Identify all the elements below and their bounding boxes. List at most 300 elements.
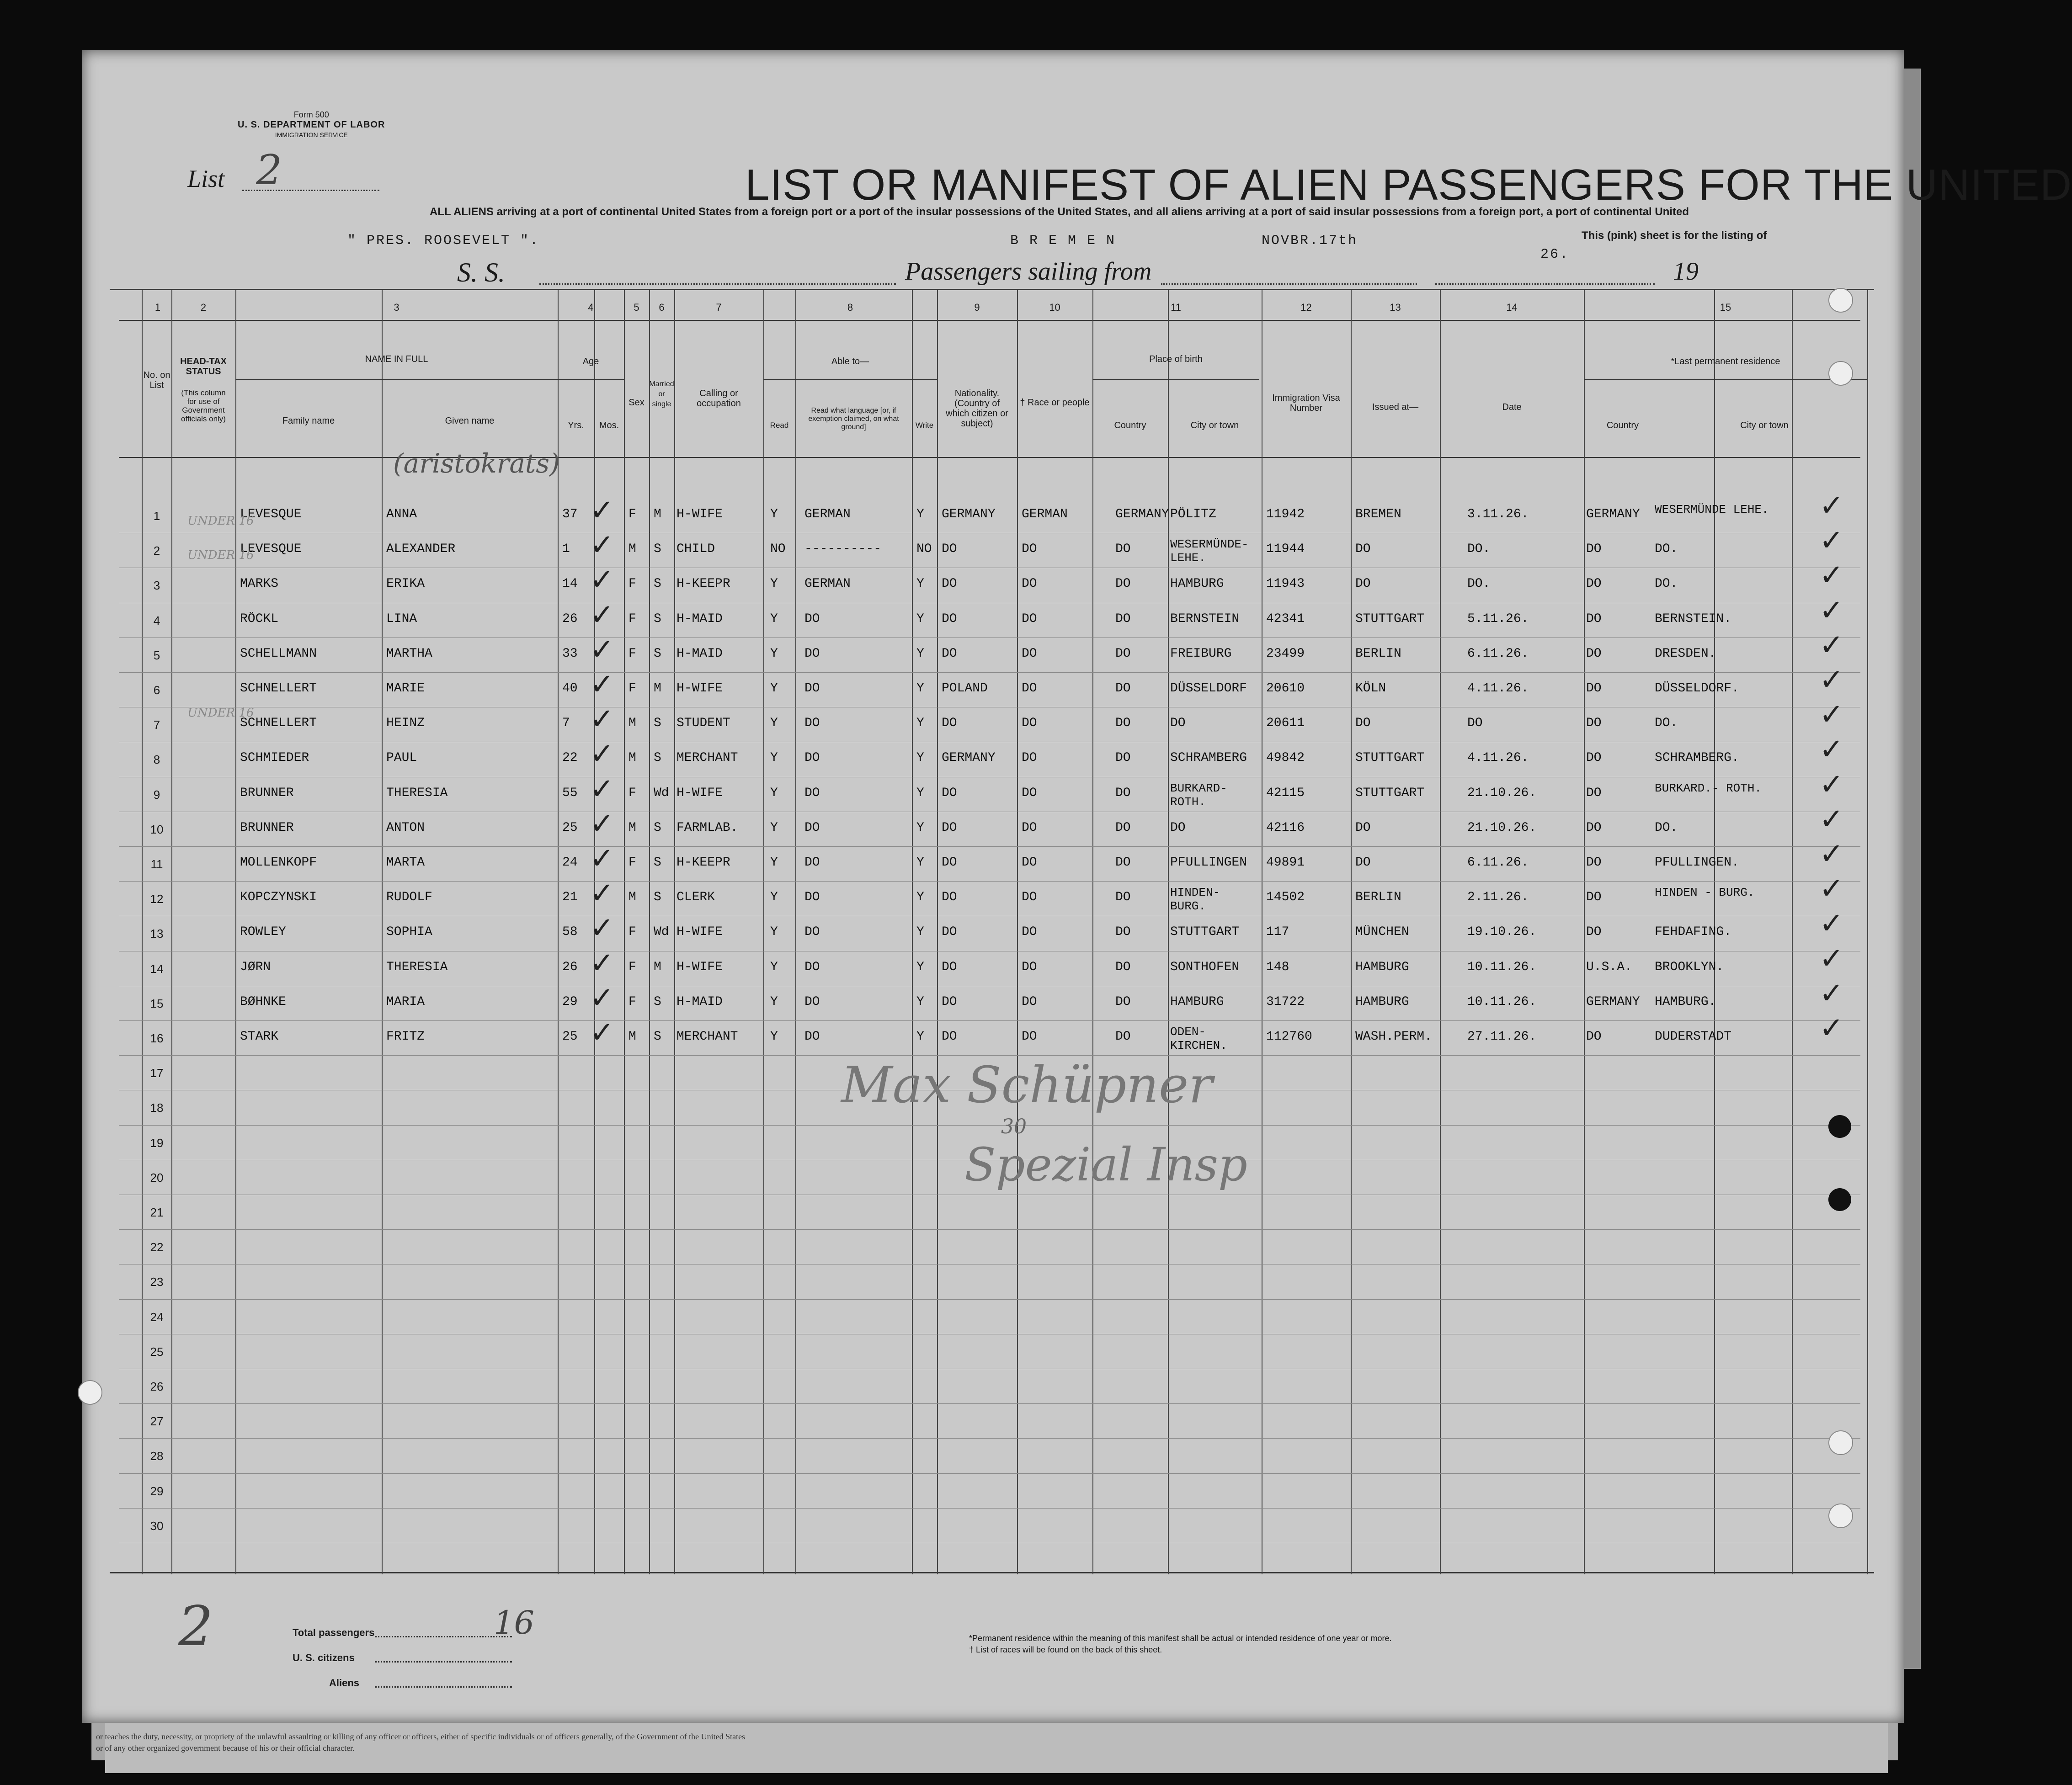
cell-occ: H-WIFE [676, 786, 723, 800]
col-divider [912, 290, 913, 1574]
cell-issued: DO [1355, 542, 1371, 557]
cell-read: NO [770, 542, 786, 557]
cell-bcity: PÖLITZ [1170, 507, 1216, 521]
port-line [1161, 283, 1417, 285]
cell-family: MARKS [240, 577, 279, 591]
cell-race: DO [1022, 577, 1037, 591]
cell-visa: 11942 [1266, 507, 1305, 521]
cell-given: SOPHIA [386, 925, 432, 940]
cell-bcity: STUTTGART [1170, 925, 1240, 940]
cell-given: MARIA [386, 994, 425, 1009]
col-num-9: 9 [974, 302, 980, 313]
check-mark-icon: ✓ [1819, 558, 1844, 593]
cell-rcountry: U.S.A. [1586, 960, 1632, 974]
row-number: 3 [153, 579, 160, 593]
cell-bcountry: DO [1115, 994, 1131, 1009]
cell-issued: DO [1355, 820, 1371, 835]
cell-lang: DO [804, 716, 820, 731]
row-number: 8 [153, 753, 160, 767]
col-divider [649, 290, 650, 1574]
cell-ms: S [654, 611, 661, 626]
cell-sex: M [629, 542, 636, 557]
cell-occ: H-KEEPR [676, 855, 730, 870]
col-divider [235, 290, 236, 1574]
annotation-under-16-c: UNDER 16 [187, 706, 254, 720]
cell-rcity: DO. [1655, 820, 1678, 835]
cell-age: 58 [562, 925, 578, 940]
cell-rcity: BROOKLYN. [1655, 960, 1724, 974]
cell-bcountry: DO [1115, 1030, 1131, 1044]
cell-visa: 42341 [1266, 611, 1305, 626]
col-divider [795, 290, 796, 1574]
cell-read: Y [770, 681, 778, 696]
cell-race: GERMAN [1022, 507, 1068, 521]
cell-issued: BREMEN [1355, 507, 1401, 521]
cell-race: DO [1022, 751, 1037, 765]
row-number: 21 [150, 1206, 164, 1219]
cell-given: RUDOLF [386, 890, 432, 905]
check-mark-icon: ✓ [590, 632, 614, 667]
cell-given: MARTHA [386, 646, 432, 661]
cell-nat: DO [942, 925, 957, 940]
cell-bcountry: DO [1115, 890, 1131, 905]
cell-bcountry: DO [1115, 611, 1131, 626]
cell-date: 4.11.26. [1467, 681, 1529, 696]
cell-bcountry: DO [1115, 542, 1131, 557]
check-mark-icon: ✓ [1819, 872, 1844, 906]
hdr-family-name: Family name [282, 416, 335, 426]
cell-rcountry: GERMANY [1586, 994, 1640, 1009]
check-mark-icon: ✓ [590, 494, 614, 527]
ship-line [539, 283, 896, 285]
check-mark-icon: ✓ [590, 563, 614, 597]
hdr-read: Read [770, 421, 789, 430]
cell-issued: BERLIN [1355, 890, 1401, 905]
sailing-port: B R E M E N [1010, 233, 1116, 249]
row-line [119, 1403, 1860, 1404]
hdr-head-tax-note: (This column for use of Government officials only) [181, 388, 226, 423]
birth-sub-rule [1092, 379, 1259, 380]
cell-lang: DO [804, 820, 820, 835]
check-mark-icon: ✓ [1819, 593, 1844, 627]
cell-rcity: HAMBURG. [1655, 994, 1716, 1009]
cell-rcountry: GERMANY [1586, 507, 1640, 521]
row-number: 4 [153, 613, 160, 627]
check-mark-icon: ✓ [590, 737, 614, 771]
cell-nat: GERMANY [942, 507, 996, 521]
cell-occ: H-MAID [676, 994, 723, 1009]
cell-visa: 20611 [1266, 716, 1305, 731]
cell-bcity: DO [1170, 820, 1186, 835]
cell-lang: DO [804, 925, 820, 940]
cell-nat: DO [942, 855, 957, 870]
cell-occ: MERCHANT [676, 751, 738, 765]
cell-read: Y [770, 994, 778, 1009]
date-line [1435, 283, 1655, 285]
footer-total-label: Total passengers [293, 1627, 375, 1638]
cell-race: DO [1022, 542, 1037, 557]
punch-hole [1828, 361, 1853, 386]
hdr-language: Read what language [or, if exemption claimed, on what ground] [808, 407, 899, 431]
cell-given: ALEXANDER [386, 542, 456, 557]
col-num-14: 14 [1506, 302, 1518, 313]
row-number: 25 [150, 1344, 164, 1359]
manifest-subtitle: ALL ALIENS arriving at a port of continental United States from a foreign port or a port of the insular possessions of the United States, and all aliens arriving at a port of said insular possessions from a foreign port, a port of continental United [430, 206, 1689, 218]
cell-rcity: DO. [1655, 542, 1678, 557]
underlying-page-strip [96, 1723, 1888, 1773]
cell-bcountry: DO [1115, 855, 1131, 870]
row-line [119, 1229, 1860, 1230]
cell-ms: S [654, 577, 661, 591]
cell-occ: H-WIFE [676, 925, 723, 940]
check-mark-icon: ✓ [1819, 941, 1844, 976]
col-divider [1584, 290, 1585, 1574]
cell-given: THERESIA [386, 960, 448, 974]
name-sub-rule [235, 379, 558, 380]
cell-write: Y [916, 681, 924, 696]
cell-sex: M [629, 890, 636, 905]
cell-family: SCHNELLERT [240, 681, 317, 696]
cell-family: BRUNNER [240, 820, 294, 835]
cell-write: Y [916, 751, 924, 765]
cell-bcountry: DO [1115, 925, 1131, 940]
cell-given: LINA [386, 611, 417, 626]
cell-rcountry: DO [1586, 681, 1602, 696]
row-number: 6 [153, 683, 160, 697]
cell-nat: DO [942, 820, 957, 835]
cell-family: KOPCZYNSKI [240, 890, 317, 905]
cell-date: DO [1467, 716, 1483, 731]
cell-bcountry: DO [1115, 577, 1131, 591]
row-number: 28 [150, 1449, 164, 1463]
cell-given: MARTA [386, 855, 425, 870]
cell-write: Y [916, 786, 924, 800]
cell-ms: S [654, 542, 661, 557]
cell-write: Y [916, 646, 924, 661]
annotation-aristokrats: (aristokrats) [393, 448, 560, 479]
row-number: 10 [150, 822, 164, 836]
cell-bcountry: DO [1115, 716, 1131, 731]
cell-age: 22 [562, 751, 578, 765]
cell-nat: DO [942, 542, 957, 557]
cell-visa: 14502 [1266, 890, 1305, 905]
cell-issued: HAMBURG [1355, 960, 1409, 974]
cell-rcountry: DO [1586, 577, 1602, 591]
cell-bcity: DÜSSELDORF [1170, 681, 1247, 696]
row-line [119, 1438, 1860, 1439]
cell-race: DO [1022, 611, 1037, 626]
cell-family: SCHELLMANN [240, 646, 317, 661]
cell-bcity: DO [1170, 716, 1186, 731]
cell-bcity: BERNSTEIN [1170, 611, 1240, 626]
cell-race: DO [1022, 855, 1037, 870]
numbers-rule [119, 320, 1860, 321]
year-typed: 26. [1540, 247, 1570, 262]
cell-ms: M [654, 681, 661, 696]
row-number: 7 [153, 718, 160, 732]
cell-ms: S [654, 751, 661, 765]
check-mark-icon: ✓ [590, 702, 614, 737]
cell-age: 37 [562, 507, 578, 521]
cell-rcity: BERNSTEIN. [1655, 611, 1732, 626]
cell-nat: DO [942, 890, 957, 905]
cell-family: LEVESQUE [240, 542, 302, 557]
list-number: 2 [256, 146, 282, 194]
cell-read: Y [770, 716, 778, 731]
check-mark-icon: ✓ [590, 981, 614, 1015]
service: IMMIGRATION SERVICE [275, 131, 348, 138]
cell-visa: 20610 [1266, 681, 1305, 696]
cell-bcity: HINDEN- BURG. [1170, 886, 1220, 914]
cell-date: 2.11.26. [1467, 890, 1529, 905]
cell-bcity: BURKARD- ROTH. [1170, 781, 1227, 809]
col-num-11: 11 [1171, 302, 1181, 313]
row-number: 30 [150, 1519, 164, 1533]
row-number: 9 [153, 787, 160, 802]
cell-read: Y [770, 611, 778, 626]
hdr-mos: Mos. [599, 420, 619, 430]
cell-lang: DO [804, 611, 820, 626]
check-mark-icon: ✓ [590, 842, 614, 876]
cell-read: Y [770, 890, 778, 905]
cell-rcity: DO. [1655, 577, 1678, 591]
col-divider [382, 290, 383, 1574]
cell-sex: F [629, 681, 636, 696]
cell-issued: STUTTGART [1355, 786, 1425, 800]
row-number: 24 [150, 1310, 164, 1324]
cell-rcountry: DO [1586, 611, 1602, 626]
row-number: 2 [153, 544, 160, 558]
total-dots [375, 1636, 512, 1637]
col-num-10: 10 [1049, 302, 1060, 313]
row-number: 27 [150, 1414, 164, 1429]
cell-race: DO [1022, 1030, 1037, 1044]
col-divider [1792, 290, 1793, 1574]
hdr-birth-country: Country [1114, 420, 1146, 430]
ship-name: " PRES. ROOSEVELT ". [347, 233, 540, 249]
row-line [119, 846, 1860, 847]
list-label: List [187, 165, 225, 192]
col-divider [674, 290, 675, 1574]
cell-age: 55 [562, 786, 578, 800]
cell-issued: DO [1355, 855, 1371, 870]
check-mark-icon: ✓ [1819, 767, 1844, 802]
footer-note-permanent: *Permanent residence within the meaning of this manifest shall be actual or intended residence of one year or more. [969, 1634, 1392, 1643]
col-num-1: 1 [154, 302, 161, 313]
col-divider [937, 290, 938, 1574]
cell-rcountry: DO [1586, 786, 1602, 800]
cell-ms: Wd [654, 786, 669, 800]
cell-issued: KÖLN [1355, 681, 1386, 696]
sailing-date: NOVBR.17th [1262, 233, 1358, 249]
table-top-rule [110, 289, 1874, 290]
cell-bcity: SONTHOFEN [1170, 960, 1240, 974]
cell-nat: DO [942, 786, 957, 800]
cell-age: 1 [562, 542, 570, 557]
cell-rcountry: DO [1586, 925, 1602, 940]
cell-sex: F [629, 507, 636, 521]
col-num-4: 4 [588, 302, 594, 313]
cell-occ: MERCHANT [676, 1030, 738, 1044]
cell-sex: M [629, 716, 636, 731]
cell-rcity: PFULLINGEN. [1655, 855, 1739, 870]
cell-issued: STUTTGART [1355, 751, 1425, 765]
cell-bcountry: DO [1115, 820, 1131, 835]
cell-issued: BERLIN [1355, 646, 1401, 661]
cell-rcountry: DO [1586, 1030, 1602, 1044]
cell-visa: 49842 [1266, 751, 1305, 765]
cell-age: 25 [562, 820, 578, 835]
year-label: 19 [1673, 257, 1699, 286]
cell-rcountry: DO [1586, 716, 1602, 731]
col-divider [558, 290, 559, 1574]
check-mark-icon: ✓ [1819, 837, 1844, 871]
cell-occ: H-WIFE [676, 507, 723, 521]
pink-sheet-note: This (pink) sheet is for the listing of [1582, 229, 1767, 242]
cell-rcity: HINDEN - BURG. [1655, 886, 1755, 900]
cell-occ: H-KEEPR [676, 577, 730, 591]
check-mark-icon: ✓ [1819, 733, 1844, 767]
table-bottom-rule [110, 1572, 1874, 1573]
row-number: 20 [150, 1170, 164, 1185]
cell-family: SCHNELLERT [240, 716, 317, 731]
punch-hole [78, 1380, 102, 1405]
cell-race: DO [1022, 646, 1037, 661]
col-divider [624, 290, 625, 1574]
col-divider [763, 290, 764, 1574]
row-number: 12 [150, 892, 164, 906]
cell-given: FRITZ [386, 1030, 425, 1044]
cell-date: DO. [1467, 577, 1491, 591]
cell-ms: S [654, 716, 661, 731]
check-mark-icon: ✓ [590, 946, 614, 980]
cell-ms: S [654, 994, 661, 1009]
cell-issued: HAMBURG [1355, 994, 1409, 1009]
cell-sex: F [629, 611, 636, 626]
cell-age: 29 [562, 994, 578, 1009]
cell-family: ROWLEY [240, 925, 286, 940]
row-number: 5 [153, 648, 160, 662]
hdr-able-to: Able to— [831, 356, 869, 367]
cell-nat: GERMANY [942, 751, 996, 765]
row-number: 14 [150, 962, 164, 976]
hdr-write: Write [915, 421, 934, 430]
cell-write: Y [916, 960, 924, 974]
cell-bcountry: DO [1115, 786, 1131, 800]
cell-sex: M [629, 751, 636, 765]
department: U. S. DEPARTMENT OF LABOR [238, 120, 385, 130]
check-mark-icon: ✓ [1819, 489, 1844, 523]
list-line [242, 190, 379, 191]
cell-given: MARIE [386, 681, 425, 696]
cell-nat: DO [942, 1030, 957, 1044]
col-divider [1017, 290, 1018, 1574]
cell-age: 21 [562, 890, 578, 905]
cell-read: Y [770, 855, 778, 870]
cell-ms: M [654, 960, 661, 974]
cell-read: Y [770, 925, 778, 940]
cell-bcity: ODEN- KIRCHEN. [1170, 1025, 1227, 1052]
cell-nat: DO [942, 716, 957, 731]
cell-nat: DO [942, 577, 957, 591]
age-sub-rule [558, 379, 624, 380]
cell-read: Y [770, 820, 778, 835]
row-number: 22 [150, 1240, 164, 1254]
cell-lang: ---------- [804, 542, 882, 557]
cell-read: Y [770, 960, 778, 974]
cell-bcity: HAMBURG [1170, 994, 1224, 1009]
col-num-13: 13 [1390, 302, 1401, 313]
footer-note-races: † List of races will be found on the back of this sheet. [969, 1645, 1162, 1654]
punch-hole [1828, 1188, 1851, 1211]
cell-bcountry: DO [1115, 751, 1131, 765]
cell-sex: F [629, 577, 636, 591]
cell-age: 24 [562, 855, 578, 870]
row-line [119, 672, 1860, 673]
col-num-8: 8 [847, 302, 853, 313]
row-line [119, 1473, 1860, 1474]
cell-lang: DO [804, 646, 820, 661]
cell-race: DO [1022, 890, 1037, 905]
cell-read: Y [770, 1030, 778, 1044]
check-mark-icon: ✓ [1819, 628, 1844, 662]
cell-write: Y [916, 577, 924, 591]
cell-rcity: DUDERSTADT [1655, 1030, 1732, 1044]
cell-date: 21.10.26. [1467, 786, 1537, 800]
col-num-2: 2 [200, 302, 207, 313]
cell-sex: F [629, 925, 636, 940]
hdr-res-city: City or town [1740, 420, 1789, 430]
header-bottom-rule [119, 457, 1860, 458]
col-num-7: 7 [716, 302, 722, 313]
cell-sex: F [629, 994, 636, 1009]
cell-date: 6.11.26. [1467, 646, 1529, 661]
cell-lang: GERMAN [804, 577, 851, 591]
row-number: 26 [150, 1380, 164, 1393]
hdr-age: Age [582, 356, 599, 367]
res-sub-rule [1584, 379, 1867, 380]
cell-date: 21.10.26. [1467, 820, 1537, 835]
cell-family: MOLLENKOPF [240, 855, 317, 870]
cell-bcity: FREIBURG [1170, 646, 1232, 661]
cell-issued: DO [1355, 716, 1371, 731]
hdr-issued-at: Issued at— [1372, 402, 1419, 412]
annotation-signature: Max Schüpner [841, 1056, 1213, 1114]
cell-rcountry: DO [1586, 646, 1602, 661]
cell-family: STARK [240, 1030, 279, 1044]
cell-write: Y [916, 1030, 924, 1044]
cell-nat: DO [942, 646, 957, 661]
total-passengers-value: 16 [494, 1604, 535, 1642]
cell-occ: STUDENT [676, 716, 730, 731]
cell-race: DO [1022, 960, 1037, 974]
cell-occ: H-WIFE [676, 681, 723, 696]
annotation-bottom-left: 2 [178, 1595, 213, 1658]
cell-given: HEINZ [386, 716, 425, 731]
cell-visa: 11944 [1266, 542, 1305, 557]
col-divider [1092, 290, 1093, 1574]
cell-date: 5.11.26. [1467, 611, 1529, 626]
cell-race: DO [1022, 786, 1037, 800]
cell-lang: DO [804, 960, 820, 974]
cell-rcity: SCHRAMBERG. [1655, 751, 1739, 765]
cell-family: SCHMIEDER [240, 751, 309, 765]
cell-bcity: PFULLINGEN [1170, 855, 1247, 870]
hdr-res-country: Country [1606, 420, 1639, 430]
cell-write: Y [916, 611, 924, 626]
col-num-12: 12 [1300, 302, 1312, 313]
cell-given: THERESIA [386, 786, 448, 800]
